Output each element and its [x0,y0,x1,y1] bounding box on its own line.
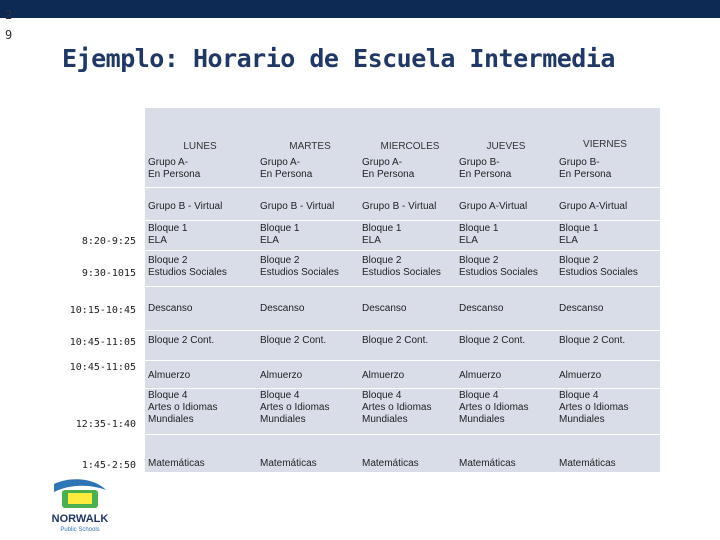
schedule-cell: Matemáticas [559,458,616,469]
schedule-cell: Bloque 4 Artes o Idiomas Mundiales [148,390,218,425]
schedule-cell: Almuerzo [459,370,502,381]
schedule-cell: Bloque 4 Artes o Idiomas Mundiales [459,390,529,425]
schedule-cell: Bloque 4 Artes o Idiomas Mundiales [559,390,629,425]
schedule-cell: Grupo A- En Persona [362,157,415,180]
schedule-cell: Bloque 2 Estudios Sociales [559,255,638,278]
schedule-cell: Matemáticas [459,458,516,469]
slide-title: Ejemplo: Horario de Escuela Intermedia [62,44,615,73]
schedule-cell: Grupo B- En Persona [459,157,512,180]
time-label: 1:45-2:50 [81,460,136,471]
schedule-cell: Bloque 2 Estudios Sociales [362,255,441,278]
schedule-cell: Bloque 2 Estudios Sociales [148,255,227,278]
logo-subtext: Public Schools [60,527,100,533]
schedule-cell: Bloque 1 ELA [362,223,402,246]
schedule-cell: Bloque 2 Cont. [260,335,327,346]
schedule-cell: Bloque 2 Cont. [559,335,626,346]
time-label: 9:30-1015 [81,268,136,279]
day-header: MARTES [289,141,331,152]
school-logo [40,478,120,538]
row-separator [145,286,660,287]
day-header: VIERNES [583,139,627,150]
schedule-cell: Almuerzo [260,370,303,381]
schedule-cell: Grupo B - Virtual [148,201,223,212]
schedule-cell: Descanso [260,303,305,314]
day-header: LUNES [183,141,217,152]
schedule-cell: Bloque 2 Estudios Sociales [459,255,538,278]
row-separator [145,220,660,221]
schedule-cell: Bloque 2 Cont. [459,335,526,346]
schedule-cell: Grupo A-Virtual [559,201,628,212]
time-label: 10:45-11:05 [69,337,136,348]
schedule-cell: Bloque 4 Artes o Idiomas Mundiales [362,390,432,425]
schedule-cell: Bloque 1 ELA [459,223,499,246]
schedule-cell: Bloque 2 Cont. [362,335,429,346]
time-label: 8:20-9:25 [81,236,136,247]
row-separator [145,360,660,361]
top-bar [0,0,720,18]
schedule-cell: Descanso [362,303,407,314]
day-header: MIERCOLES [380,141,440,152]
day-header: JUEVES [486,141,526,152]
time-label: 10:45-11:05 [69,362,136,373]
time-label: 10:15-10:45 [69,305,136,316]
slide-number-digit: 9 [5,28,13,42]
schedule-cell: Matemáticas [362,458,419,469]
slide-number [5,5,12,45]
schedule-cell: Bloque 1 ELA [559,223,599,246]
schedule-cell: Grupo A- En Persona [260,157,313,180]
schedule-cell: Grupo B - Virtual [260,201,335,212]
schedule-cell: Bloque 2 Estudios Sociales [260,255,339,278]
schedule-cell: Descanso [559,303,604,314]
schedule-cell: Grupo B - Virtual [362,201,437,212]
row-separator [145,330,660,331]
schedule-cell: Grupo A- En Persona [148,157,201,180]
row-separator [145,250,660,251]
schedule-cell: Matemáticas [260,458,317,469]
logo-wordmark: NORWALK [51,513,109,525]
schedule-cell: Descanso [148,303,193,314]
schedule-cell: Matemáticas [148,458,205,469]
schedule-cell: Almuerzo [148,370,191,381]
schedule-cell: Bloque 4 Artes o Idiomas Mundiales [260,390,330,425]
schedule-cell: Almuerzo [362,370,405,381]
schedule-cell: Bloque 1 ELA [260,223,300,246]
slide-number-digit: 2 [5,8,13,22]
schedule-cell: Grupo B- En Persona [559,157,612,180]
row-separator [145,187,660,188]
schedule-cell: Bloque 2 Cont. [148,335,215,346]
time-label: 12:35-1:40 [75,419,136,430]
schedule-cell: Bloque 1 ELA [148,223,188,246]
row-separator [145,434,660,435]
schedule-cell: Almuerzo [559,370,602,381]
schedule-cell: Grupo A-Virtual [459,201,528,212]
row-separator [145,388,660,389]
schedule-cell: Descanso [459,303,504,314]
